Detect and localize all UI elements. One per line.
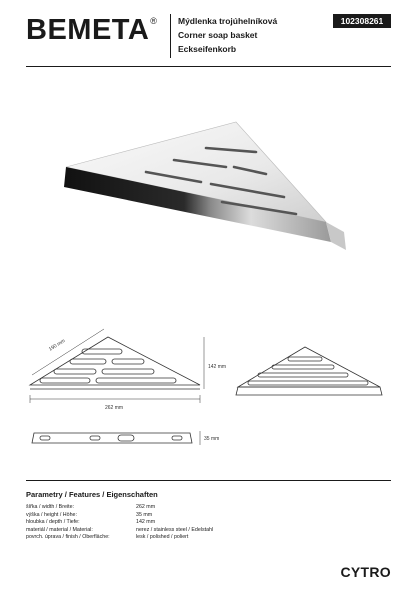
spec-row-material: materiál / material / Material: nerez / stainless steel / Edelstahl [26, 526, 214, 533]
front-view [32, 433, 192, 443]
spec-heading: Parametry / Features / Eigenschaften [26, 490, 158, 499]
dim-height-label: 35 mm [204, 436, 220, 442]
perspective-view [236, 347, 382, 395]
header-divider [170, 14, 171, 58]
product-code: 102308261 [333, 14, 391, 28]
title-en: Corner soap basket [178, 30, 258, 40]
model-name: CYTRO [340, 564, 391, 580]
dim-width-label: 262 mm [105, 405, 124, 411]
product-image [26, 72, 391, 312]
brand-logo: BEMETA® [26, 14, 158, 46]
spec-row-finish: povrch. úprava / finish / Oberfläche: lesk / polished / poliert [26, 534, 189, 541]
spec-table [26, 504, 213, 542]
trademark: ® [150, 16, 158, 26]
title-cz: Mýdlenka trojúhelníková [178, 16, 278, 26]
spec-row-depth: hloubka / depth / Tiefe: 142 mm [26, 519, 156, 526]
dim-diagonal-label: 190 mm [47, 338, 67, 353]
spec-row-height: výška / height / Höhe: 35 mm [26, 511, 153, 518]
technical-drawing [20, 315, 400, 455]
spec-rule [26, 480, 391, 481]
spec-row-width: šířka / width / Breite: 262 mm [26, 504, 156, 510]
dim-depth-label: 142 mm [208, 364, 227, 370]
header-rule [26, 66, 391, 67]
product-titles [178, 14, 277, 56]
title-de: Eckseifenkorb [178, 44, 237, 54]
